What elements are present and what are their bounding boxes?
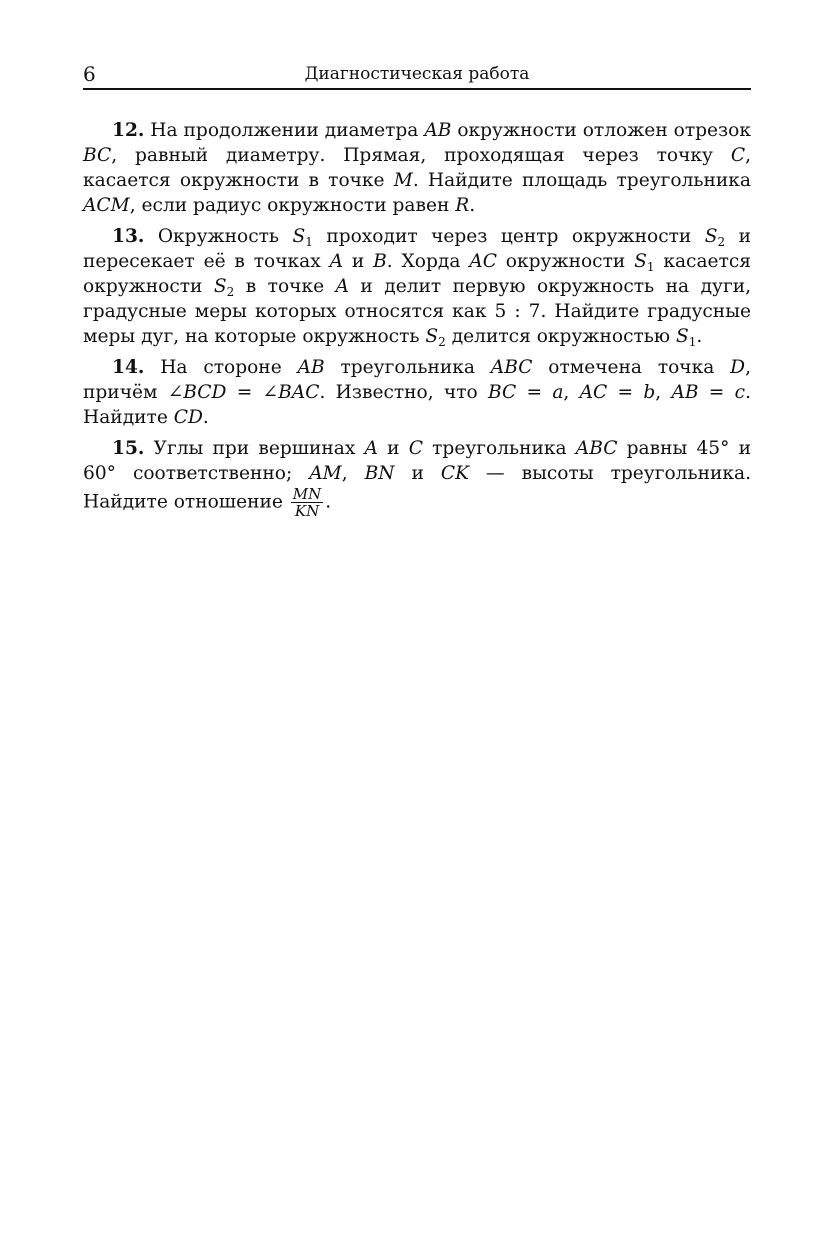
math-symbol: R bbox=[455, 195, 470, 216]
fraction-denominator: KN bbox=[294, 502, 320, 520]
math-symbol: AC bbox=[469, 251, 497, 272]
math-symbol: BC = a bbox=[487, 382, 564, 403]
math-symbol: CD bbox=[173, 407, 203, 428]
problem-text: и пересекает её в точках bbox=[83, 226, 751, 272]
problem-text: . Найдите площадь треугольника bbox=[412, 170, 751, 191]
math-symbol: S bbox=[704, 226, 718, 247]
fraction-numerator: MN bbox=[292, 485, 322, 503]
problem-text: На стороне bbox=[160, 357, 298, 378]
problem-14 bbox=[83, 355, 751, 430]
problem-text: треугольника bbox=[422, 438, 576, 459]
problem-text: проходит через центр окружности bbox=[312, 226, 705, 247]
problem-text: , bbox=[655, 382, 672, 403]
math-symbol: S bbox=[634, 251, 647, 272]
problem-text: равны 45° и 60° соответственно; bbox=[83, 438, 751, 484]
page-number: 6 bbox=[83, 62, 96, 86]
math-symbol: AM bbox=[309, 463, 342, 484]
math-symbol: D bbox=[730, 357, 746, 378]
problem-number: 14. bbox=[112, 357, 145, 378]
subscript: 2 bbox=[226, 285, 235, 299]
math-symbol: A bbox=[329, 251, 344, 272]
math-symbol: AB bbox=[297, 357, 325, 378]
problem-text: — высоты треугольника. Найдите отношение bbox=[83, 463, 751, 513]
math-symbol: BN bbox=[364, 463, 395, 484]
problem-text: касается окружности bbox=[83, 251, 751, 297]
math-symbol: S bbox=[676, 326, 689, 347]
subscript: 1 bbox=[305, 235, 313, 249]
math-symbol: S bbox=[425, 326, 439, 347]
math-symbol: ∠BCD = ∠BAC bbox=[167, 382, 320, 403]
problem-text: . Найдите bbox=[83, 382, 751, 428]
problem-text: и bbox=[377, 438, 409, 459]
problem-13 bbox=[83, 224, 751, 349]
problem-text: . bbox=[469, 195, 476, 216]
subscript: 1 bbox=[646, 260, 655, 274]
subscript: 2 bbox=[438, 335, 446, 349]
math-symbol: CK bbox=[440, 463, 470, 484]
subscript: 1 bbox=[688, 335, 697, 349]
problem-12 bbox=[83, 118, 751, 218]
problem-text: и bbox=[343, 251, 374, 272]
problem-text: , равный диаметру. Прямая, проходящая через точку bbox=[111, 145, 731, 166]
problem-text: окружности bbox=[496, 251, 635, 272]
problem-text: делится окружностью bbox=[445, 326, 676, 347]
math-symbol: S bbox=[213, 276, 227, 297]
problem-number: 13. bbox=[112, 226, 145, 247]
problem-15 bbox=[83, 436, 751, 519]
problem-text: , касается окружности в точке bbox=[83, 145, 751, 191]
problem-text: . bbox=[202, 407, 209, 428]
math-symbol: BC bbox=[83, 145, 112, 166]
problem-text: . bbox=[696, 326, 703, 347]
fraction bbox=[291, 486, 323, 519]
problem-number: 15. bbox=[112, 438, 145, 459]
problem-list bbox=[83, 118, 751, 525]
running-header bbox=[83, 58, 751, 90]
math-symbol: S bbox=[292, 226, 306, 247]
math-symbol: C bbox=[730, 145, 746, 166]
problem-text: . bbox=[325, 491, 332, 513]
math-symbol: ABC bbox=[575, 438, 618, 459]
problem-text: Окружность bbox=[157, 226, 293, 247]
problem-text: окружности отложен отрезок bbox=[451, 120, 751, 141]
math-symbol: M bbox=[393, 170, 413, 191]
math-symbol: ABC bbox=[490, 357, 533, 378]
problem-text: . Известно, что bbox=[319, 382, 488, 403]
math-symbol: C bbox=[408, 438, 423, 459]
problem-number: 12. bbox=[112, 120, 145, 141]
problem-text: отмечена точка bbox=[532, 357, 731, 378]
problem-text: . Хорда bbox=[386, 251, 470, 272]
problem-text: , bbox=[341, 463, 365, 484]
math-symbol: AC = b bbox=[579, 382, 656, 403]
math-symbol: AB = c bbox=[671, 382, 746, 403]
problem-text: , причём bbox=[83, 357, 751, 403]
math-symbol: A bbox=[335, 276, 349, 297]
math-symbol: A bbox=[364, 438, 378, 459]
problem-text: и делит первую окружность на дуги, градусные меры которых относятся как 5 : 7. Найдите градусные меры дуг, на которые окружность bbox=[83, 276, 752, 347]
math-symbol: AB bbox=[424, 120, 452, 141]
problem-text: и bbox=[394, 463, 441, 484]
problem-text: Углы при вершинах bbox=[153, 438, 365, 459]
math-symbol: ACM bbox=[83, 195, 130, 216]
math-symbol: B bbox=[373, 251, 387, 272]
problem-text: , bbox=[563, 382, 580, 403]
problem-text: , если радиус окружности равен bbox=[129, 195, 456, 216]
subscript: 2 bbox=[717, 235, 726, 249]
running-title: Диагностическая работа bbox=[304, 64, 530, 84]
problem-text: На продолжении диаметра bbox=[150, 120, 425, 141]
problem-text: треугольника bbox=[324, 357, 491, 378]
problem-text: в точке bbox=[234, 276, 336, 297]
